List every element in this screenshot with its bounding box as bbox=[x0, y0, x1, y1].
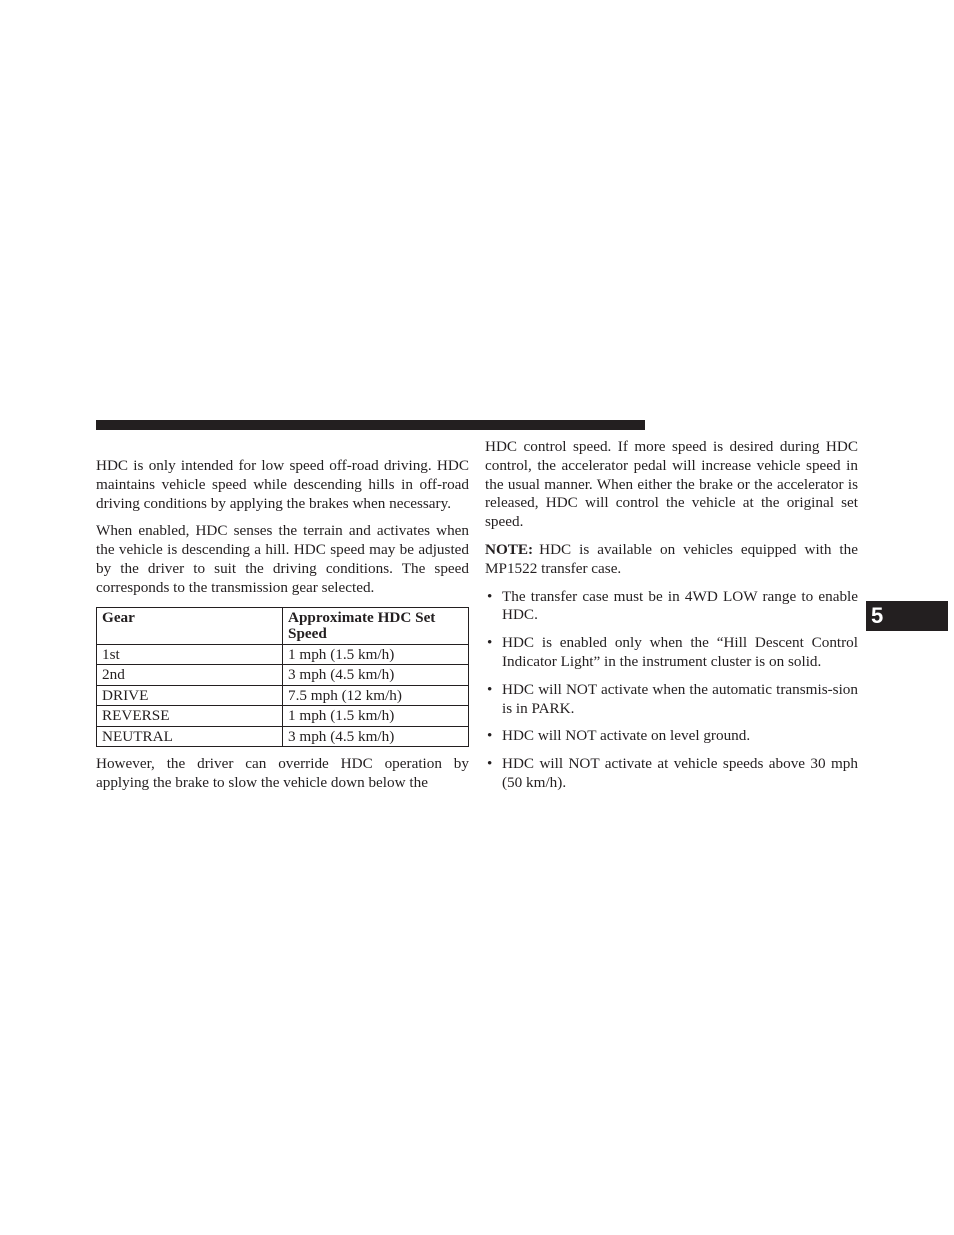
table-header-gear: Gear bbox=[97, 607, 283, 644]
table-cell-speed: 3 mph (4.5 km/h) bbox=[283, 726, 469, 747]
bullet-icon: • bbox=[487, 587, 493, 605]
note-paragraph bbox=[485, 541, 858, 579]
terrain-paragraph: When enabled, HDC senses the terrain and activates when the vehicle is descending a hill. HDC speed may be adjusted by the driver to suit the driving conditions. The speed corresponds to the transmission gear selected. bbox=[96, 522, 469, 596]
bullet-icon: • bbox=[487, 727, 493, 745]
table-row bbox=[97, 726, 469, 747]
hdc-speed-table bbox=[96, 607, 469, 748]
bullet-icon: • bbox=[487, 755, 493, 773]
list-item bbox=[485, 755, 858, 793]
list-item-text: HDC is enabled only when the “Hill Descent Control Indicator Light” in the instrument cluster is on solid. bbox=[502, 634, 858, 670]
table-header-row bbox=[97, 607, 469, 644]
section-header-rule bbox=[96, 420, 645, 430]
intro-paragraph: HDC is only intended for low speed off-road driving. HDC maintains vehicle speed while descending hills in off-road driving conditions by applying the brakes when necessary. bbox=[96, 457, 469, 512]
table-cell-gear: REVERSE bbox=[97, 706, 283, 727]
chapter-tab: 5 bbox=[866, 601, 948, 631]
continuation-paragraph: HDC control speed. If more speed is desired during HDC control, the accelerator pedal will increase vehicle speed in the usual manner. When either the brake or the accelerator is released, HDC will control the vehicle at the original set speed. bbox=[485, 438, 858, 531]
list-item-text: The transfer case must be in 4WD LOW range to enable HDC. bbox=[502, 587, 858, 624]
table-row bbox=[97, 685, 469, 706]
table-row bbox=[97, 644, 469, 665]
conditions-list bbox=[485, 588, 858, 793]
table-cell-speed: 1 mph (1.5 km/h) bbox=[283, 644, 469, 665]
list-item-text: HDC will NOT activate when the automatic transmis-sion is in PARK. bbox=[502, 680, 858, 717]
table-cell-speed: 7.5 mph (12 km/h) bbox=[283, 685, 469, 706]
table-cell-gear: 2nd bbox=[97, 665, 283, 686]
list-item bbox=[485, 634, 858, 672]
list-item-text: HDC will NOT activate at vehicle speeds above 30 mph (50 km/h). bbox=[502, 755, 858, 791]
list-item bbox=[485, 727, 858, 746]
override-paragraph: However, the driver can override HDC operation by applying the brake to slow the vehicle down below the bbox=[96, 755, 469, 791]
note-label: NOTE: bbox=[485, 540, 534, 558]
right-column bbox=[485, 438, 858, 802]
table-cell-gear: 1st bbox=[97, 644, 283, 665]
table-cell-speed: 1 mph (1.5 km/h) bbox=[283, 706, 469, 727]
list-item-text: HDC will NOT activate on level ground. bbox=[502, 727, 751, 745]
table-cell-gear: DRIVE bbox=[97, 685, 283, 706]
list-item bbox=[485, 588, 858, 626]
table-cell-speed: 3 mph (4.5 km/h) bbox=[283, 665, 469, 686]
table-header-speed: Approximate HDC Set Speed bbox=[283, 607, 469, 644]
bullet-icon: • bbox=[487, 680, 493, 698]
table-row bbox=[97, 706, 469, 727]
left-column bbox=[96, 438, 469, 802]
table-row bbox=[97, 665, 469, 686]
table-cell-gear: NEUTRAL bbox=[97, 726, 283, 747]
bullet-icon: • bbox=[487, 634, 493, 652]
note-text: HDC is available on vehicles equipped with the MP1522 transfer case. bbox=[485, 540, 858, 577]
list-item bbox=[485, 681, 858, 719]
